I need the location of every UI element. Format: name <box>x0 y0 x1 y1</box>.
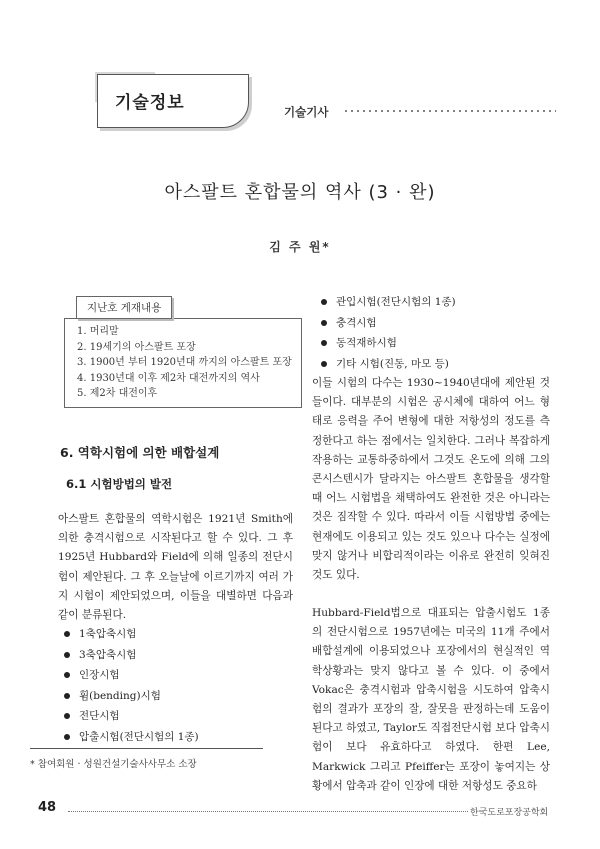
section-heading: 6. 역학시험에 의한 배합설계 <box>60 445 220 460</box>
footnote: * 참여회원 · 성원건설기술사사무소 소장 <box>30 759 197 770</box>
footnote-rule <box>30 748 263 749</box>
body-paragraph: Hubbard-Field법으로 대표되는 압출시험도 1종의 전단시험으로 1957년에는 미국의 11개 주에서 배합설계에 이용되었으나 포장에서의 현실적인 역학상황과는 맞지 않다고 볼 수 있다. 이 중에서 Vokac은 충격시험과 압축시험을 시도하여 압축시험의 결과가 포장의 잘, 잘못을 판정하는데 도움이 된다고 하였고, Taylor도 직접전단시험 보다 압축시험이 보다 유효하다고 하였다. 한편 Lee, Markwick 그리고 Pfeiffer는 포장이 놓여지는 상황에서 압축과 같이 인장에 대한 저항성도 중요하 <box>312 607 550 792</box>
previous-issue-label: 지난호 게재내용 <box>76 296 172 319</box>
list-item: 1축압축시험 <box>64 626 199 647</box>
article-author: 김 주 원* <box>269 240 331 254</box>
previous-issue-item: 3. 1900년 부터 1920년대 까지의 아스팔트 포장 <box>77 357 292 368</box>
list-item: 인장시험 <box>64 667 199 688</box>
article-title: 아스팔트 혼합물의 역사 (3 · 완) <box>164 182 436 203</box>
previous-issue-box <box>64 318 302 408</box>
list-item: 압출시험(전단시험의 1종) <box>64 729 199 750</box>
category-label: 기술정보 <box>115 93 185 113</box>
previous-issue-item: 4. 1930년대 이후 제2차 대전까지의 역사 <box>77 372 260 384</box>
list-item: 동적재하시험 <box>321 335 456 356</box>
body-paragraph: 아스팔트 혼합물의 역학시험은 1921년 Smith에 의한 충격시험으로 시작된다고 할 수 있다. 그 후 1925년 Hubbard와 Field에 의해 일종의 전단시험이 제안된다. 그 후 오늘날에 이르기까지 여러 가지 시험이 제안되었으며, 이들을 대별하면 다음과 같이 분류된다. <box>58 513 293 622</box>
list-item: 3축압축시험 <box>64 647 199 668</box>
previous-issue-list <box>77 324 292 402</box>
previous-issue-item: 1. 머리말 <box>77 326 119 337</box>
page-number: 48 <box>38 800 57 815</box>
test-list-right <box>321 294 456 376</box>
previous-issue-item: 2. 19세기의 아스팔트 포장 <box>77 341 196 353</box>
publisher-name: 한국도로포장공학회 <box>470 808 549 818</box>
category-tab <box>97 74 247 126</box>
section-label: 기술기사 <box>284 105 329 119</box>
test-list-left <box>64 626 199 749</box>
body-paragraph: 이들 시험의 다수는 1930~1940년대에 제안된 것들이다. 대부분의 시험은 공시체에 대하여 어느 형태로 응력을 주어 변형에 대한 저항성의 정도를 측정한다고 하는 점에서는 일치한다. 그러나 복잡하게 작용하는 교통하중하에서 그것도 온도에 의해 그의 콘시스텐시가 달라지는 아스팔트 혼합물을 생각할 때 어느 시험법을 채택하여도 완전한 것은 아니라는 것은 짐작할 수 있다. 따라서 이들 시험방법 중에는 현재에도 이용되고 있는 것도 있으나 다수는 실정에 맞지 않거나 비합리적이라는 이유로 완전히 잊혀진 것도 있다. <box>312 377 550 582</box>
list-item: 기타 시험(진동, 마모 등) <box>321 356 456 377</box>
list-item: 관입시험(전단시험의 1종) <box>321 294 456 315</box>
list-item: 충격시험 <box>321 315 456 336</box>
header-dotted-rule <box>343 110 556 112</box>
list-item: 휨(bending)시험 <box>64 688 199 709</box>
previous-issue-item: 5. 제2차 대전이후 <box>77 388 158 399</box>
subsection-heading: 6.1 시험방법의 발전 <box>66 477 173 491</box>
list-item: 전단시험 <box>64 708 199 729</box>
footer-dotted-rule <box>68 811 468 813</box>
